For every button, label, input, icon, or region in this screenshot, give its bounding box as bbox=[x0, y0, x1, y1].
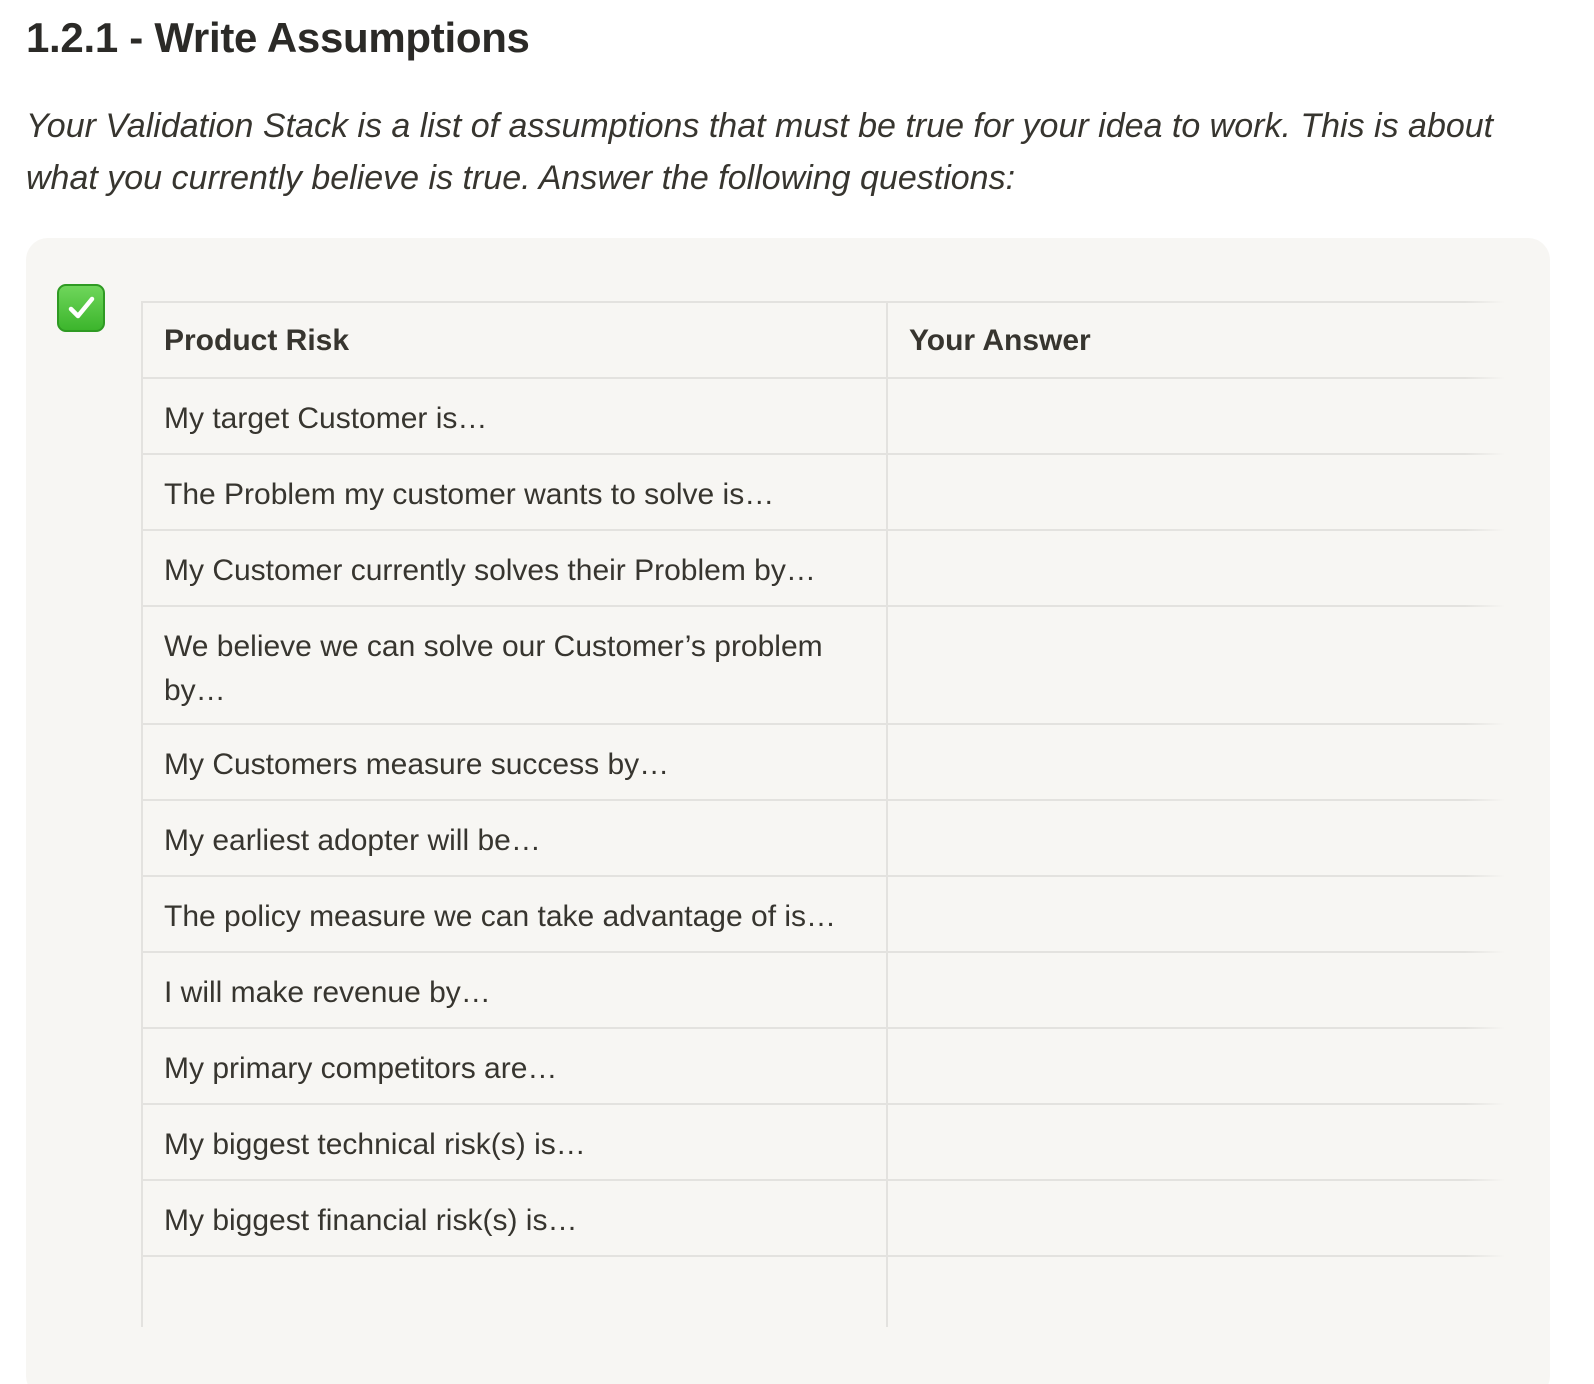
assumptions-table bbox=[141, 301, 1505, 1327]
table-row bbox=[142, 606, 1505, 724]
answer-cell[interactable] bbox=[887, 378, 1505, 454]
answer-cell[interactable] bbox=[887, 1180, 1505, 1256]
header-product-risk[interactable]: Product Risk bbox=[142, 302, 887, 378]
risk-cell[interactable]: My Customer currently solves their Problem by… bbox=[142, 530, 887, 606]
answer-cell[interactable] bbox=[887, 1256, 1505, 1327]
risk-cell[interactable]: I will make revenue by… bbox=[142, 952, 887, 1028]
risk-cell[interactable]: My biggest financial risk(s) is… bbox=[142, 1180, 887, 1256]
white-check-mark-icon[interactable] bbox=[57, 284, 105, 332]
table-row bbox=[142, 1180, 1505, 1256]
table-row bbox=[142, 1256, 1505, 1327]
table-row bbox=[142, 1104, 1505, 1180]
answer-cell[interactable] bbox=[887, 454, 1505, 530]
risk-cell[interactable] bbox=[142, 1256, 887, 1327]
table-row bbox=[142, 1028, 1505, 1104]
intro-text: Your Validation Stack is a list of assumptions that must be true for your idea to work. This is about what you currently believe is true. Answer the following questions: bbox=[26, 107, 1494, 197]
risk-cell[interactable]: The Problem my customer wants to solve is… bbox=[142, 454, 887, 530]
answer-cell[interactable] bbox=[887, 1028, 1505, 1104]
table-row bbox=[142, 378, 1505, 454]
answer-cell[interactable] bbox=[887, 606, 1505, 724]
assumptions-table-container bbox=[141, 301, 1505, 1327]
risk-cell[interactable]: My primary competitors are… bbox=[142, 1028, 887, 1104]
page-heading: 1.2.1 - Write Assumptions bbox=[26, 14, 530, 61]
table-row bbox=[142, 454, 1505, 530]
risk-cell[interactable]: My Customers measure success by… bbox=[142, 724, 887, 800]
risk-cell[interactable]: The policy measure we can take advantage of is… bbox=[142, 876, 887, 952]
answer-cell[interactable] bbox=[887, 530, 1505, 606]
risk-cell[interactable]: We believe we can solve our Customer’s problem by… bbox=[142, 606, 887, 724]
callout-block bbox=[26, 238, 1550, 1384]
answer-cell[interactable] bbox=[887, 1104, 1505, 1180]
table-row bbox=[142, 800, 1505, 876]
risk-cell[interactable]: My target Customer is… bbox=[142, 378, 887, 454]
table-row bbox=[142, 876, 1505, 952]
answer-cell[interactable] bbox=[887, 876, 1505, 952]
table-row bbox=[142, 530, 1505, 606]
answer-cell[interactable] bbox=[887, 724, 1505, 800]
table-header-row bbox=[142, 302, 1505, 378]
header-your-answer[interactable]: Your Answer bbox=[887, 302, 1505, 378]
answer-cell[interactable] bbox=[887, 952, 1505, 1028]
risk-cell[interactable]: My earliest adopter will be… bbox=[142, 800, 887, 876]
risk-cell[interactable]: My biggest technical risk(s) is… bbox=[142, 1104, 887, 1180]
answer-cell[interactable] bbox=[887, 800, 1505, 876]
table-row bbox=[142, 724, 1505, 800]
table-row bbox=[142, 952, 1505, 1028]
check-glyph bbox=[64, 291, 98, 325]
